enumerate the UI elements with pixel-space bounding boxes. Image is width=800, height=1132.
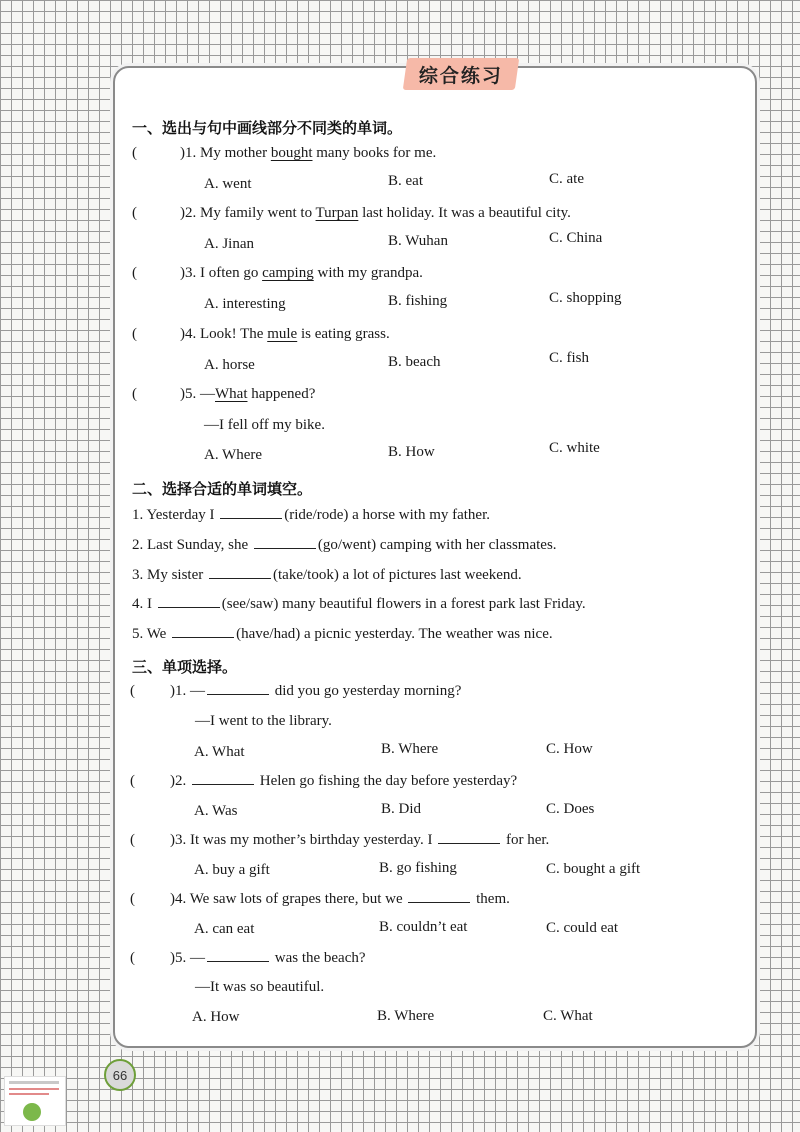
s3-q2-option-c[interactable]: C. Does	[546, 801, 595, 817]
s3-q4-option-c[interactable]: C. could eat	[546, 920, 619, 936]
s1-q5-option-b[interactable]: B. How	[388, 444, 435, 460]
s1-q5-reply: —I fell off my bike.	[204, 417, 325, 433]
s2-item2: 2. Last Sunday, she (go/went) camping with her classmates.	[132, 537, 557, 553]
s3-q1-option-a[interactable]: A. What	[194, 744, 245, 760]
watermark-stamp	[4, 1076, 66, 1126]
s3-q3: ( )3. It was my mother’s birthday yesterday. I for her.	[130, 832, 550, 848]
answer-blank[interactable]	[192, 774, 254, 785]
s2-item1: 1. Yesterday I (ride/rode) a horse with my father.	[132, 507, 491, 523]
s1-q5-option-c[interactable]: C. white	[549, 440, 600, 456]
s3-q2: ( )2. Helen go fishing the day before yesterday?	[130, 773, 518, 789]
s2-item4: 4. I (see/saw) many beautiful flowers in a forest park last Friday.	[132, 596, 586, 612]
s1-q5-option-a[interactable]: A. Where	[204, 447, 263, 463]
s3-q4: ( )4. We saw lots of grapes there, but we them.	[130, 891, 510, 907]
globe-logo-icon	[23, 1103, 41, 1121]
s2-item3: 3. My sister (take/took) a lot of pictures last weekend.	[132, 567, 522, 583]
answer-blank[interactable]	[207, 684, 269, 695]
s1-q1-option-b[interactable]: B. eat	[388, 173, 423, 189]
s3-q1-option-b[interactable]: B. Where	[381, 741, 439, 757]
s3-q5-option-c[interactable]: C. What	[543, 1008, 593, 1024]
s1-q1-option-a[interactable]: A. went	[204, 176, 252, 192]
answer-blank[interactable]	[172, 627, 234, 638]
section2-heading: 二、选择合适的单词填空。	[132, 480, 313, 498]
s3-q5: ( )5. — was the beach?	[130, 950, 366, 966]
s1-q4-option-a[interactable]: A. horse	[204, 357, 255, 373]
s3-q5-option-a[interactable]: A. How	[192, 1009, 240, 1025]
answer-blank[interactable]	[158, 597, 220, 608]
answer-blank[interactable]	[207, 951, 269, 962]
s3-q1: ( )1. — did you go yesterday morning?	[130, 683, 462, 699]
title-badge	[403, 58, 520, 90]
s1-q3: ( )3. I often go camping with my grandpa.	[132, 265, 423, 281]
s3-q1-option-c[interactable]: C. How	[546, 741, 593, 757]
s3-q2-option-b[interactable]: B. Did	[381, 801, 422, 817]
s1-q2-option-b[interactable]: B. Wuhan	[388, 233, 448, 249]
answer-blank[interactable]	[254, 538, 316, 549]
s3-q4-option-a[interactable]: A. can eat	[194, 921, 255, 937]
s3-q5-reply: —It was so beautiful.	[195, 979, 325, 995]
page-title: 综合练习	[419, 64, 504, 87]
s3-q4-option-b[interactable]: B. couldn’t eat	[379, 919, 468, 935]
s3-q3-option-a[interactable]: A. buy a gift	[194, 862, 270, 878]
s1-q1-option-c[interactable]: C. ate	[549, 171, 584, 187]
s1-q2-option-c[interactable]: C. China	[549, 230, 603, 246]
answer-blank[interactable]	[438, 833, 500, 844]
answer-blank[interactable]	[220, 508, 282, 519]
s1-q4-option-c[interactable]: C. fish	[549, 350, 590, 366]
answer-blank[interactable]	[408, 892, 470, 903]
page-number: 66	[104, 1059, 136, 1091]
section3-heading: 三、单项选择。	[132, 658, 238, 676]
s1-q4: ( )4. Look! The mule is eating grass.	[132, 326, 390, 342]
s2-item5: 5. We (have/had) a picnic yesterday. The weather was nice.	[132, 626, 553, 642]
s1-q4-option-b[interactable]: B. beach	[388, 354, 441, 370]
s3-q2-option-a[interactable]: A. Was	[194, 803, 238, 819]
s3-q3-option-b[interactable]: B. go fishing	[379, 860, 457, 876]
s1-q5: ( )5. —What happened?	[132, 386, 316, 402]
s1-q3-option-c[interactable]: C. shopping	[549, 290, 622, 306]
s1-q2: ( )2. My family went to Turpan last holiday. It was a beautiful city.	[132, 205, 571, 221]
s1-q2-option-a[interactable]: A. Jinan	[204, 236, 254, 252]
s1-q3-option-b[interactable]: B. fishing	[388, 293, 448, 309]
answer-blank[interactable]	[209, 568, 271, 579]
section1-heading: 一、选出与句中画线部分不同类的单词。	[132, 119, 403, 137]
s3-q5-option-b[interactable]: B. Where	[377, 1008, 435, 1024]
s1-q3-option-a[interactable]: A. interesting	[204, 296, 286, 312]
s3-q3-option-c[interactable]: C. bought a gift	[546, 861, 641, 877]
s1-q1: ( )1. My mother bought many books for me.	[132, 145, 437, 161]
s3-q1-reply: —I went to the library.	[195, 713, 332, 729]
